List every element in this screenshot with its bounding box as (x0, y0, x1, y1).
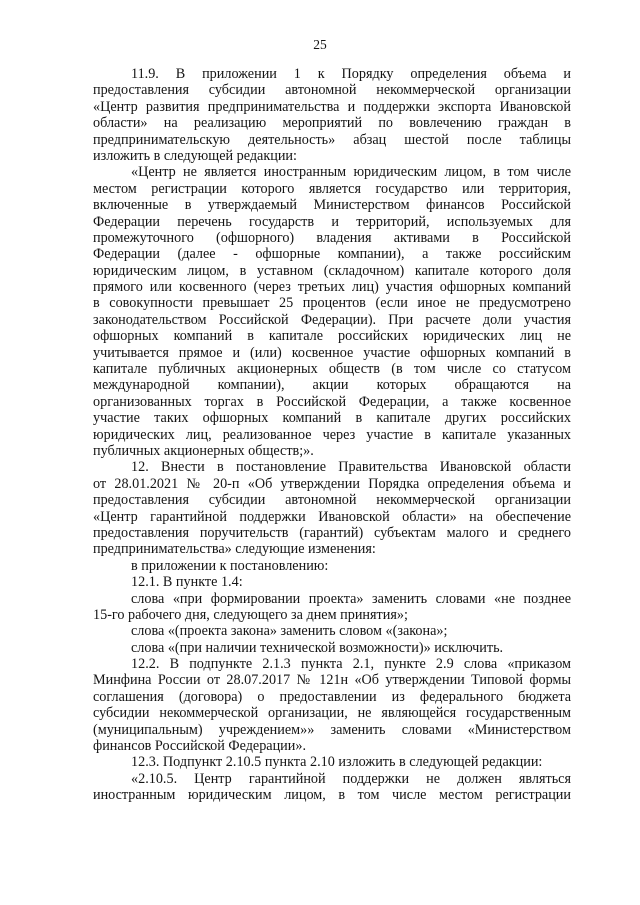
text-line: 15-го рабочего дня, следующего за днем принятия»; (93, 606, 408, 623)
text-line: изложить в следующей редакции: (93, 147, 297, 164)
text-line: предпринимательскую деятельность» абзац шестой после таблицы (93, 131, 571, 148)
page-number: 25 (313, 37, 327, 52)
text-line: юридических лиц, реализованное через участие в капитале указанных (93, 426, 571, 443)
text-line: учитывается прямое и (или) косвенное участие офшорных компаний в (93, 344, 571, 361)
text-line: 12.2. В подпункте 2.1.3 пункта 2.1, пункте 2.9 слова «приказом (131, 656, 571, 673)
text-line: предпринимательства» следующие изменения: (93, 541, 376, 558)
text-line: предоставления субсидии автономной некоммерческой организации (93, 492, 571, 509)
text-line: участие таких офшорных компаний в капитале других российских (93, 410, 571, 427)
text-line: Федерации (далее - офшорные компании), а также российским (93, 246, 571, 263)
text-line: области» на реализацию мероприятий по вовлечению граждан в (93, 115, 571, 132)
text-line: иностранным юридическим лицом, в том числе местом регистрации (93, 787, 571, 804)
text-line: 12.1. В пункте 1.4: (131, 574, 243, 591)
text-line: от 28.01.2021 № 20-п «Об утверждении Порядка определения объема и (93, 475, 571, 492)
text-line: слова «при формировании проекта» заменить словами «не позднее (131, 590, 571, 607)
text-line: офшорных компаний в капитале российских юридических лиц не (93, 328, 571, 345)
text-line: «Центр гарантийной поддержки Ивановской области» на обеспечение (93, 508, 571, 525)
text-line: слова «(при наличии технической возможности)» исключить. (131, 639, 504, 656)
text-line: прямого или косвенного (через третьих лиц) участия офшорных компаний (93, 279, 571, 296)
text-line: предоставления поручительств (гарантий) субъектам малого и среднего (93, 524, 571, 541)
text-line: 11.9. В приложении 1 к Порядку определения объема и (131, 66, 571, 82)
text-line: субсидии некоммерческой организации, не являющейся государственным (93, 705, 571, 722)
text-line: промежуточного (офшорного) владения активами в Российской (93, 229, 571, 246)
document-body (93, 66, 571, 804)
text-line: юридическим лицом, в уставном (складочном) капитале которого доля (93, 262, 571, 279)
text-line: международной компании), акции которых обращаются на (93, 377, 571, 394)
text-line: соглашения (договора) о предоставлении из федерального бюджета (93, 688, 571, 705)
text-line: законодательством Российской Федерации). При расчете доли участия (93, 311, 571, 328)
text-line: «2.10.5. Центр гарантийной поддержки не должен являться (131, 770, 571, 787)
text-line: организованных торгах в Российской Федерации, а также косвенное (93, 393, 571, 410)
text-line: (муниципальным) учреждением»» заменить словами «Министерством (93, 721, 571, 738)
text-line: 12.3. Подпункт 2.10.5 пункта 2.10 изложить в следующей редакции: (131, 754, 543, 771)
text-line: «Центр развития предпринимательства и поддержки экспорта Ивановской (93, 98, 571, 115)
text-line: Минфина России от 28.07.2017 № 121н «Об утверждении Типовой формы (93, 672, 571, 689)
text-line: в совокупности превышает 25 процентов (если иное не предусмотрено (93, 295, 571, 312)
text-line: финансов Российской Федерации». (93, 738, 307, 755)
text-line: 12. Внести в постановление Правительства Ивановской области (131, 459, 571, 476)
text-line: местом регистрации которого является государство или территория, (93, 180, 571, 197)
text-line: включенные в утверждаемый Министерством финансов Российской (93, 197, 571, 214)
text-line: в приложении к постановлению: (131, 557, 329, 574)
text-line: предоставления субсидии автономной некоммерческой организации (93, 82, 571, 99)
text-line: капитале публичных акционерных обществ (в том числе со статусом (93, 361, 571, 378)
text-line: слова «(проекта закона» заменить словом «(закона»; (131, 623, 448, 640)
text-line: Федерации перечень государств и территорий, используемых для (93, 213, 571, 230)
text-line: «Центр не является иностранным юридическим лицом, в том числе (131, 164, 571, 181)
text-line: публичных акционерных обществ;». (93, 442, 314, 459)
